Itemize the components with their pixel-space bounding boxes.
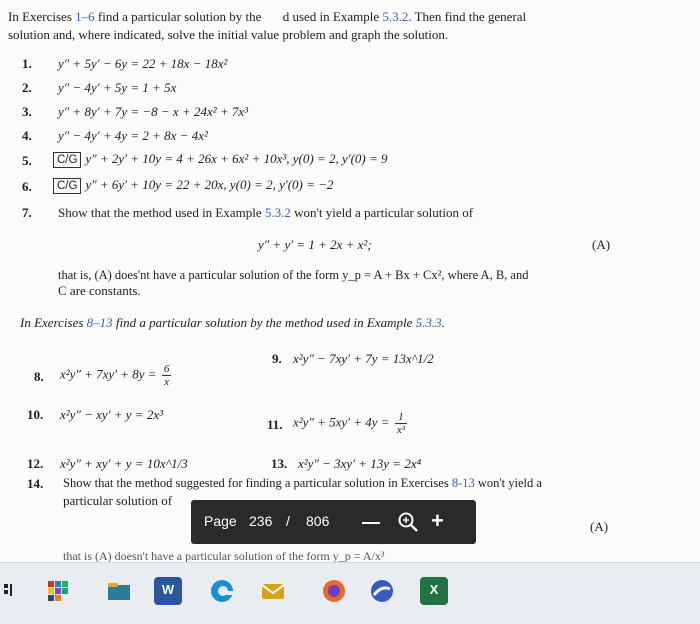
- taskbar: [0, 562, 700, 624]
- exercise-equation: y″ + 6y′ + 10y = 22 + 20x, y(0) = 2, y′(0) = −2: [85, 177, 334, 192]
- exercise-number: 8.: [34, 369, 44, 384]
- numerator: 1: [395, 411, 407, 424]
- display-equation: y″ + y′ = 1 + 2x + x²;: [258, 237, 372, 252]
- exercise-5: [53, 151, 388, 168]
- exercise-7-follow: C are constants.: [58, 283, 141, 298]
- globe-icon[interactable]: [368, 577, 396, 605]
- exercise-text: won't yield a particular solution of: [290, 205, 474, 220]
- cut-off-line: that is (A) doesn't have a particular solution of the form y_p = A/x³: [63, 549, 385, 562]
- section-text: find a particular solution by the method used in Example: [112, 315, 416, 330]
- example-link[interactable]: 5.3.3: [415, 315, 442, 330]
- intro-text: find a particular solution by the: [94, 9, 265, 24]
- exercise-equation: x²y″ − xy′ + y = 2x³: [60, 407, 163, 422]
- numerator: 6: [163, 363, 170, 375]
- exercise-number: 5.: [22, 153, 32, 168]
- exercise-number: 11.: [267, 417, 283, 432]
- exercise-text: Show that the method used in Example: [58, 205, 265, 220]
- page-label: Page: [204, 513, 237, 529]
- exercise-14-text: [63, 476, 542, 491]
- zoom-out-icon[interactable]: [356, 510, 386, 534]
- intro-text: In Exercises: [8, 9, 76, 24]
- section-text: In Exercises: [20, 315, 87, 330]
- cg-tag: C/G: [53, 178, 81, 194]
- current-page[interactable]: 236: [249, 513, 273, 529]
- exercise-number: 14.: [27, 476, 44, 491]
- exercise-number: 1.: [22, 56, 32, 71]
- exercise-number: 2.: [22, 80, 32, 95]
- exercise-number: 4.: [22, 128, 32, 143]
- exercise-equation: x²y″ + 5xy′ + 4y =: [293, 414, 393, 430]
- intro-text: . Then find the general: [408, 9, 527, 24]
- equation-label: (A): [590, 519, 609, 534]
- exercise-number: 12.: [27, 456, 44, 471]
- excel-icon[interactable]: X: [420, 577, 448, 605]
- exercise-equation: x²y″ + xy′ + y = 10x^1/3: [60, 456, 188, 471]
- exercise-6: [53, 177, 333, 194]
- exercise-equation: y″ − 4y′ + 4y = 2 + 8x − 4x²: [58, 128, 208, 143]
- exercise-equation: x²y″ + 7xy′ + 8y =: [60, 366, 160, 382]
- page-navigation-bar: [191, 500, 476, 544]
- exercise-range-link[interactable]: 8-13: [451, 476, 475, 490]
- exercise-number: 7.: [22, 205, 32, 220]
- start-icon[interactable]: [0, 577, 28, 605]
- exercise-equation: y″ + 2y′ + 10y = 4 + 26x + 6x² + 10x³, y(0) = 2, y′(0) = 9: [85, 151, 388, 166]
- example-link[interactable]: 5.3.2: [264, 205, 291, 220]
- word-icon[interactable]: W: [154, 577, 182, 605]
- page-separator: /: [286, 513, 290, 529]
- exercise-7-follow: that is, (A) does'nt have a particular solution of the form y_p = A + Bx + Cx², where A, B, and: [58, 268, 529, 282]
- exercise-equation: y″ + 5y′ − 6y = 22 + 18x − 18x²: [58, 56, 228, 71]
- exercise-range-link[interactable]: 8–13: [86, 315, 113, 330]
- intro-line-1: [8, 9, 526, 25]
- exercise-14-text: particular solution of: [63, 493, 173, 508]
- exercise-text: Show that the method suggested for finding a particular solution in Exercises: [63, 476, 452, 490]
- denominator: x³: [396, 424, 406, 436]
- section-instruction: [20, 315, 445, 331]
- exercise-equation: y″ + 8y′ + 7y = −8 − x + 24x² + 7x³: [58, 104, 249, 119]
- mail-icon[interactable]: [259, 577, 287, 605]
- exercise-11: [293, 411, 407, 436]
- exercise-number: 3.: [22, 104, 32, 119]
- edge-icon[interactable]: [208, 577, 236, 605]
- total-pages: 806: [306, 513, 330, 529]
- exercise-range-link[interactable]: 1–6: [75, 9, 95, 24]
- exercise-8: [60, 363, 171, 388]
- intro-line-2: solution and, where indicated, solve the initial value problem and graph the solution.: [8, 27, 449, 42]
- fraction: [395, 411, 407, 436]
- zoom-in-icon[interactable]: +: [431, 508, 444, 533]
- exercise-number: 13.: [271, 456, 288, 471]
- app-grid-icon[interactable]: [44, 577, 72, 605]
- exercise-equation: y″ − 4y′ + 5y = 1 + 5x: [58, 80, 177, 95]
- exercise-equation: x²y″ − 3xy′ + 13y = 2x⁴: [298, 456, 422, 471]
- exercise-equation: x²y″ − 7xy′ + 7y = 13x^1/2: [293, 351, 434, 366]
- equation-label: (A): [592, 237, 611, 252]
- zoom-search-icon[interactable]: [395, 509, 421, 535]
- denominator: x: [164, 376, 170, 388]
- exercise-number: 6.: [22, 179, 32, 194]
- exercise-7-text: [58, 205, 473, 221]
- example-link[interactable]: 5.3.2: [382, 9, 409, 24]
- exercise-number: 9.: [272, 351, 282, 366]
- fraction: [162, 363, 172, 388]
- section-text: .: [441, 315, 445, 330]
- file-manager-icon[interactable]: [105, 577, 133, 605]
- cg-tag: C/G: [53, 152, 81, 168]
- exercise-number: 10.: [27, 407, 44, 422]
- intro-text: d used in Example: [282, 9, 383, 24]
- firefox-icon[interactable]: [320, 577, 348, 605]
- exercise-text: won't yield a: [474, 476, 542, 490]
